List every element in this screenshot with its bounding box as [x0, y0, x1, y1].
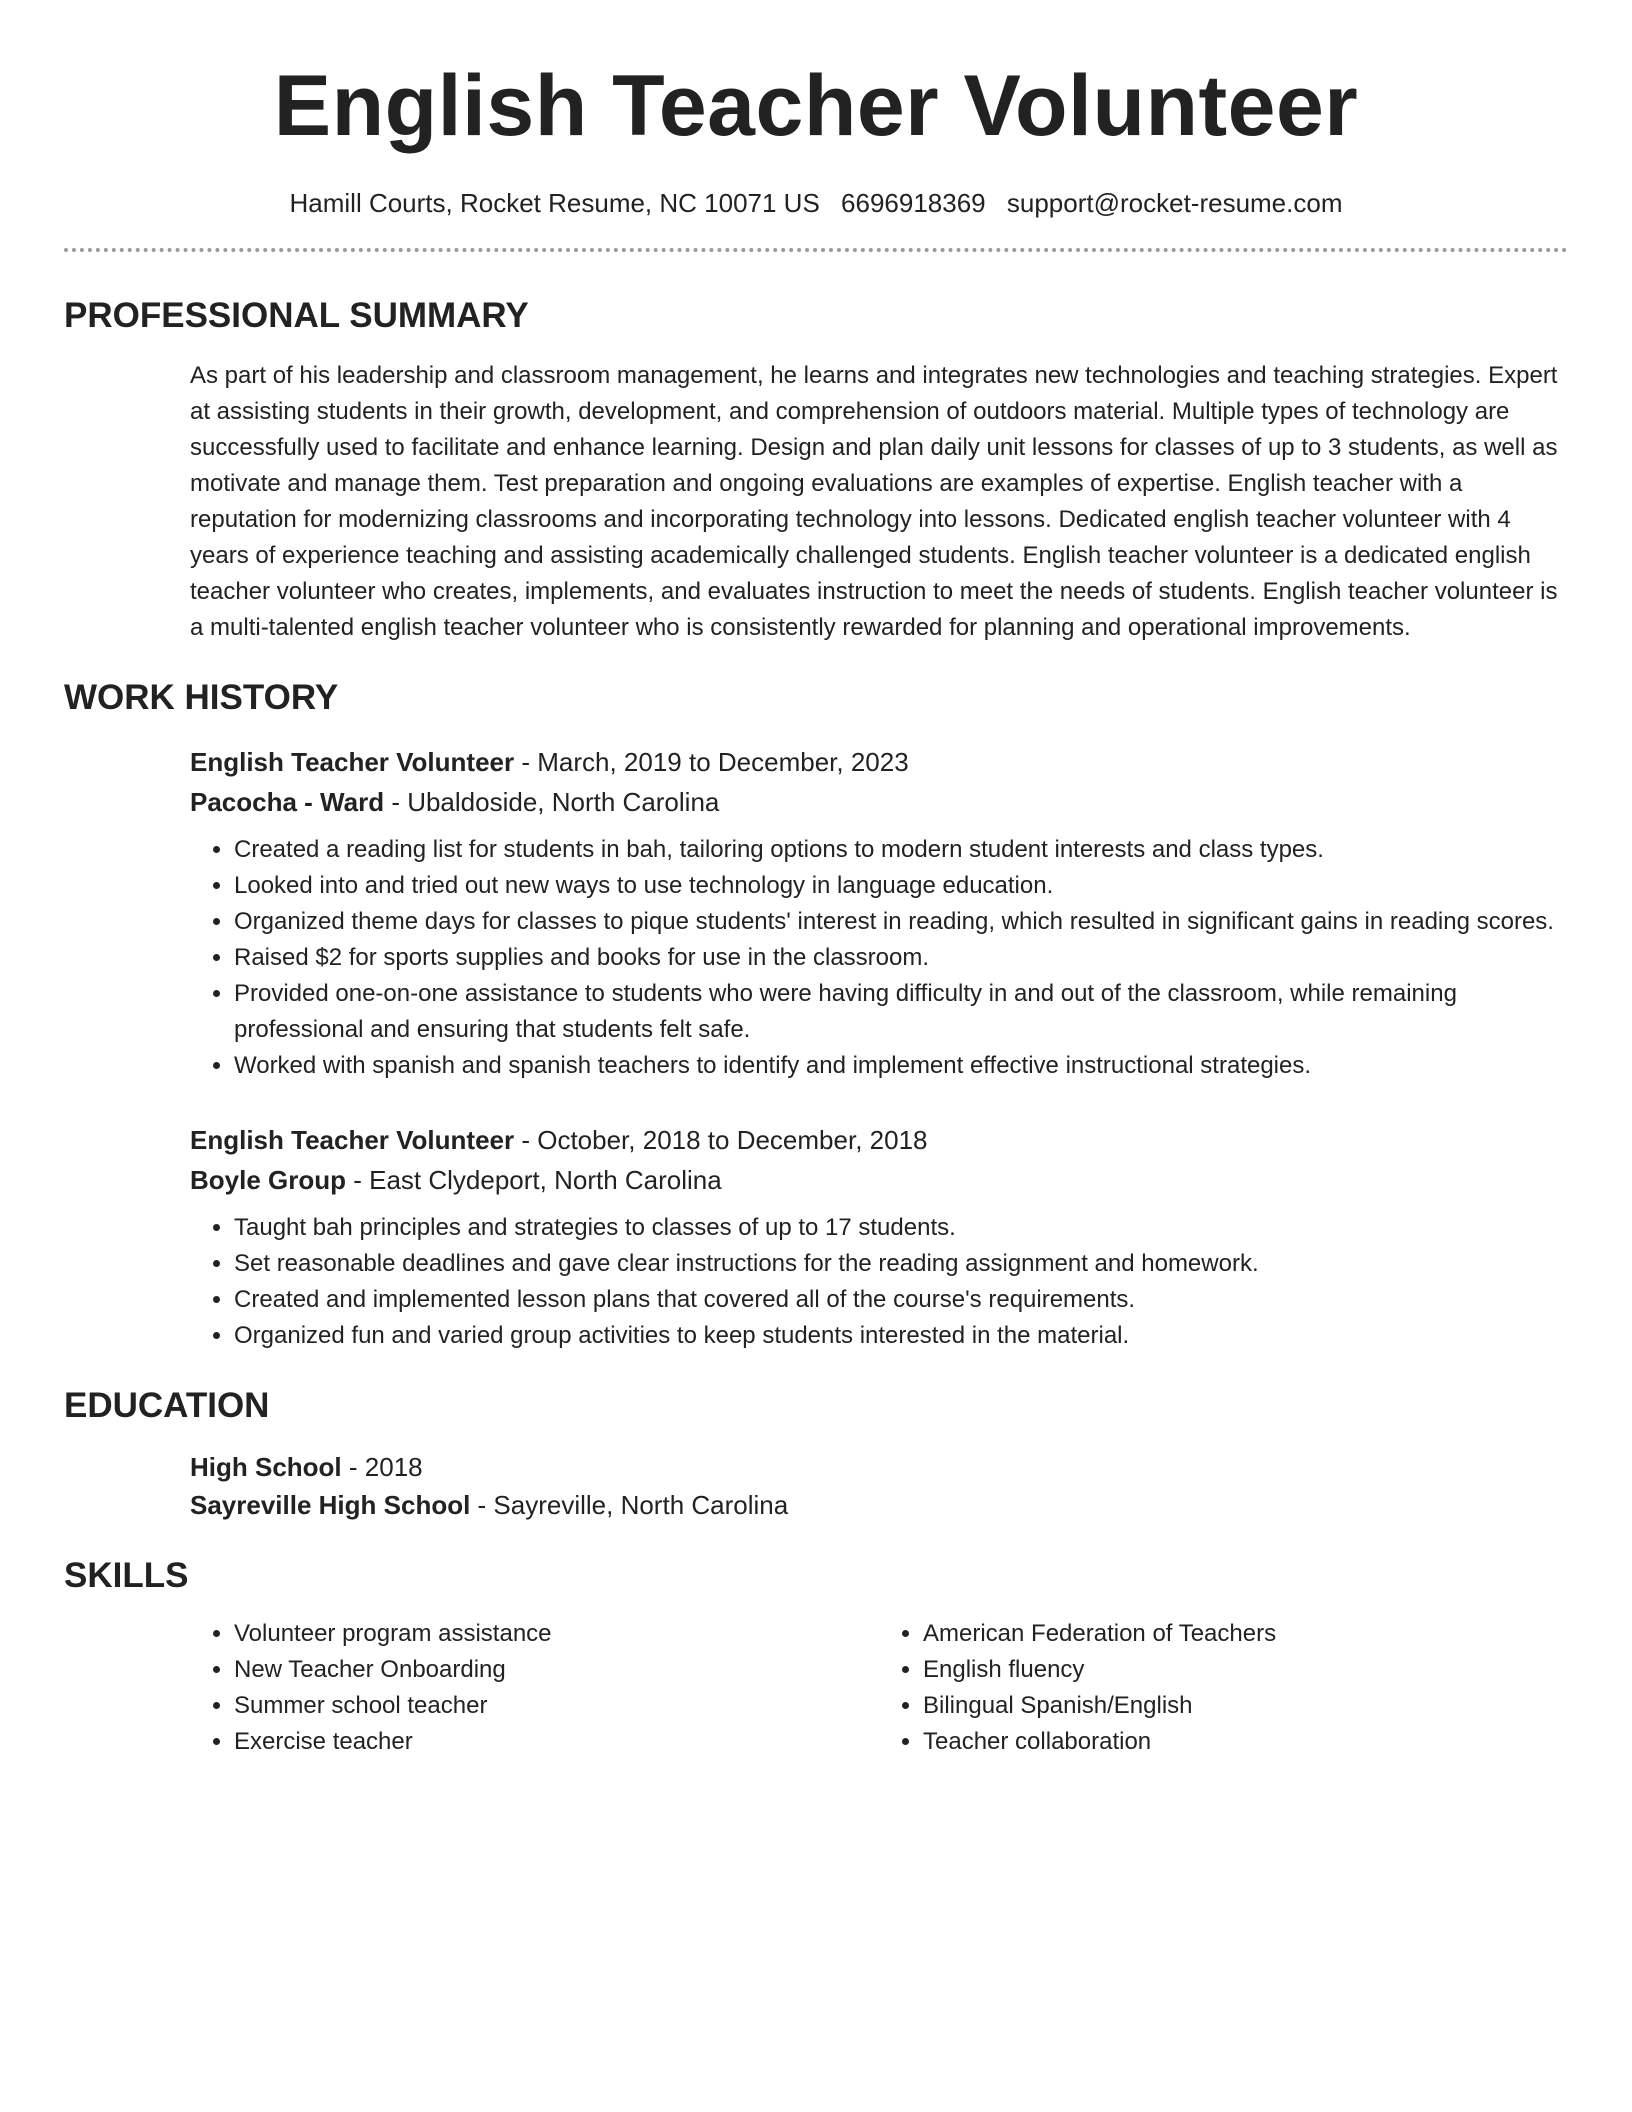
job-bullets — [190, 1210, 1568, 1354]
summary-heading: PROFESSIONAL SUMMARY — [64, 296, 529, 335]
job-entry — [190, 742, 1568, 1084]
skill-item: • Bilingual Spanish/English — [923, 1688, 1568, 1724]
job-bullet: • Looked into and tried out new ways to use technology in language education. — [234, 868, 1568, 904]
education-school: Sayreville High School — [190, 1490, 471, 1520]
education-heading: EDUCATION — [64, 1386, 270, 1425]
job-bullet: • Worked with spanish and spanish teachers to identify and implement effective instructional strategies. — [234, 1048, 1568, 1084]
skills-heading: SKILLS — [64, 1556, 189, 1595]
summary-section — [190, 358, 1568, 646]
job-location: - East Clydeport, North Carolina — [346, 1165, 722, 1195]
job-title-line — [190, 1120, 1568, 1160]
skill-item: • Summer school teacher — [234, 1688, 879, 1724]
job-company: Pacocha - Ward — [190, 787, 385, 817]
job-title-line — [190, 742, 1568, 782]
education-school-line — [190, 1486, 1568, 1524]
header-divider — [64, 248, 1568, 252]
job-bullet: • Organized theme days for classes to pique students' interest in reading, which resulted in significant gains in reading scores. — [234, 904, 1568, 940]
job-bullets — [190, 832, 1568, 1084]
skills-list-right — [879, 1616, 1568, 1760]
job-bullet: • Created a reading list for students in bah, tailoring options to modern student interests and class types. — [234, 832, 1568, 868]
skill-item: • American Federation of Teachers — [923, 1616, 1568, 1652]
job-role: English Teacher Volunteer — [190, 1125, 515, 1155]
job-bullet: • Provided one-on-one assistance to students who were having difficulty in and out of the classroom, while remaining professional and ensuring that students felt safe. — [234, 976, 1568, 1048]
summary-text: As part of his leadership and classroom management, he learns and integrates new technologies and teaching strategies. Expert at assisting students in their growth, development, and comprehension of outdoors material. Multiple types of technology are successfully used to facilitate and enhance learning. Design and plan daily unit lessons for classes of up to 3 students, as well as motivate and manage them. Test preparation and ongoing evaluations are examples of expertise. English teacher with a reputation for modernizing classrooms and incorporating technology into lessons. Dedicated english teacher volunteer with 4 years of experience teaching and assisting academically challenged students. English teacher volunteer is a dedicated english teacher volunteer who creates, implements, and evaluates instruction to meet the needs of students. English teacher volunteer is a multi-talented english teacher volunteer who is consistently rewarded for planning and operational improvements. — [190, 362, 1558, 641]
work-history-heading: WORK HISTORY — [64, 678, 339, 717]
education-location: - Sayreville, North Carolina — [470, 1490, 789, 1520]
job-entry — [190, 1120, 1568, 1354]
work-history-section — [190, 742, 1568, 1354]
job-company: Boyle Group — [190, 1165, 347, 1195]
job-dates: - March, 2019 to December, 2023 — [514, 747, 909, 777]
contact-phone: 6696918369 — [841, 188, 986, 218]
skill-item: • Teacher collaboration — [923, 1724, 1568, 1760]
job-bullet: • Taught bah principles and strategies to classes of up to 17 students. — [234, 1210, 1568, 1246]
skill-item: • Volunteer program assistance — [234, 1616, 879, 1652]
job-dates: - October, 2018 to December, 2018 — [514, 1125, 928, 1155]
skill-item: • New Teacher Onboarding — [234, 1652, 879, 1688]
job-company-line — [190, 782, 1568, 822]
skill-item: • Exercise teacher — [234, 1724, 879, 1760]
skill-item: • English fluency — [923, 1652, 1568, 1688]
job-bullet: • Raised $2 for sports supplies and books for use in the classroom. — [234, 940, 1568, 976]
job-company-line — [190, 1160, 1568, 1200]
skills-section — [190, 1616, 1568, 1760]
skills-list-left — [190, 1616, 879, 1760]
contact-email[interactable]: support@rocket-resume.com — [1006, 188, 1343, 218]
contact-address: Hamill Courts, Rocket Resume, NC 10071 US — [289, 188, 820, 218]
education-degree-line — [190, 1448, 1568, 1486]
job-bullet: • Set reasonable deadlines and gave clear instructions for the reading assignment and homework. — [234, 1246, 1568, 1282]
job-bullet: • Created and implemented lesson plans that covered all of the course's requirements. — [234, 1282, 1568, 1318]
education-degree: High School — [190, 1452, 342, 1482]
job-location: - Ubaldoside, North Carolina — [384, 787, 720, 817]
education-year: - 2018 — [341, 1452, 423, 1482]
contact-line — [64, 186, 1568, 220]
job-bullet: • Organized fun and varied group activities to keep students interested in the material. — [234, 1318, 1568, 1354]
job-role: English Teacher Volunteer — [190, 747, 515, 777]
education-section — [190, 1448, 1568, 1524]
candidate-name: English Teacher Volunteer — [273, 58, 1359, 154]
